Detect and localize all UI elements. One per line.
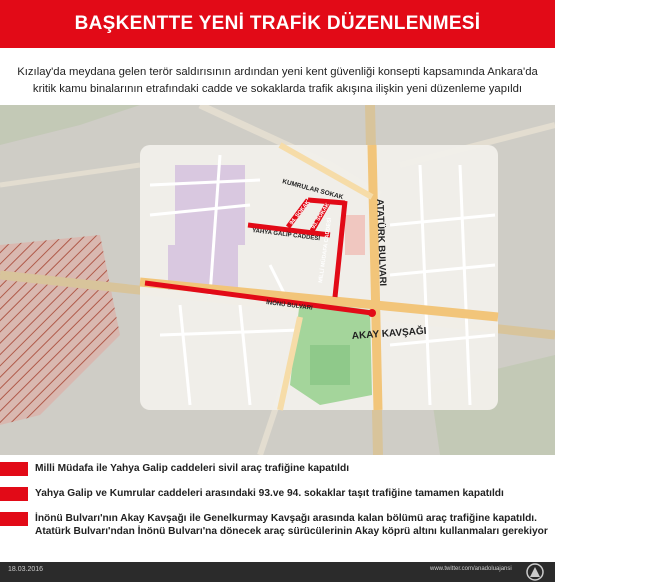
label-ataturk: ATATÜRK BULVARI xyxy=(374,198,389,287)
footer-date: 18.03.2016 xyxy=(8,566,44,573)
map xyxy=(0,105,555,455)
footer xyxy=(0,562,555,582)
restricted-block-1 xyxy=(175,165,245,245)
legend-text: Yahya Galip ve Kumrular caddeleri arasındaki 93.ve 94. sokaklar taşıt trafiğine tamamen kapatıldı xyxy=(35,488,504,499)
legend-swatch xyxy=(0,462,28,476)
label-kumrular: KUMRULAR SOKAK xyxy=(281,178,344,202)
legend-swatch xyxy=(0,487,28,501)
map-svg xyxy=(0,105,555,455)
legend-text: Milli Müdafa ile Yahya Galip caddeleri sivil araç trafiğine kapatıldı xyxy=(35,463,350,474)
legend-text-line-2: Atatürk Bulvarı'ndan İnönü Bulvarı'na dönecek araç sürücülerinin Akay köprü altını kullanmaları gerekiyor xyxy=(35,526,548,537)
subtitle xyxy=(0,64,555,98)
page-title: BAŞKENTTE YENİ TRAFİK DÜZENLENMESİ xyxy=(74,13,481,34)
legend-swatch xyxy=(0,512,28,526)
subtitle-line-1: Kızılay'da meydana gelen terör saldırısının ardından yeni kent güvenliği konsepti kapsamında Ankara'da xyxy=(17,66,538,78)
label-yahya-galip: YAHYA GALİP CADDESİ xyxy=(251,228,321,243)
agency-logo-icon xyxy=(522,562,548,582)
label-94-sokak: 94. SOKAK xyxy=(288,199,312,227)
header-banner xyxy=(0,0,555,48)
footer-social: www.twitter.com/anadoluajansi xyxy=(430,566,512,572)
subtitle-line-2: kritik kamu binalarının etrafındaki cadde ve sokaklarda trafik akışına ilişkin yeni düzenleme yapıldı xyxy=(32,83,523,95)
label-milli-mudafa: MİLLİ MÜDAFA CADDESİ xyxy=(318,217,334,284)
akay-junction-marker xyxy=(368,309,376,317)
label-akay: AKAY KAVŞAĞI xyxy=(351,325,427,342)
label-93-sokak: 93. SOKAK xyxy=(310,202,332,231)
label-inonu: İNÖNÜ BULVARI xyxy=(265,300,313,312)
building-pink xyxy=(345,215,365,255)
park-inner xyxy=(310,345,350,385)
legend-text: İnönü Bulvarı'nın Akay Kavşağı ile Genelkurmay Kavşağı arasında kalan bölümü araç trafiğine kapatıldı. xyxy=(35,513,537,524)
